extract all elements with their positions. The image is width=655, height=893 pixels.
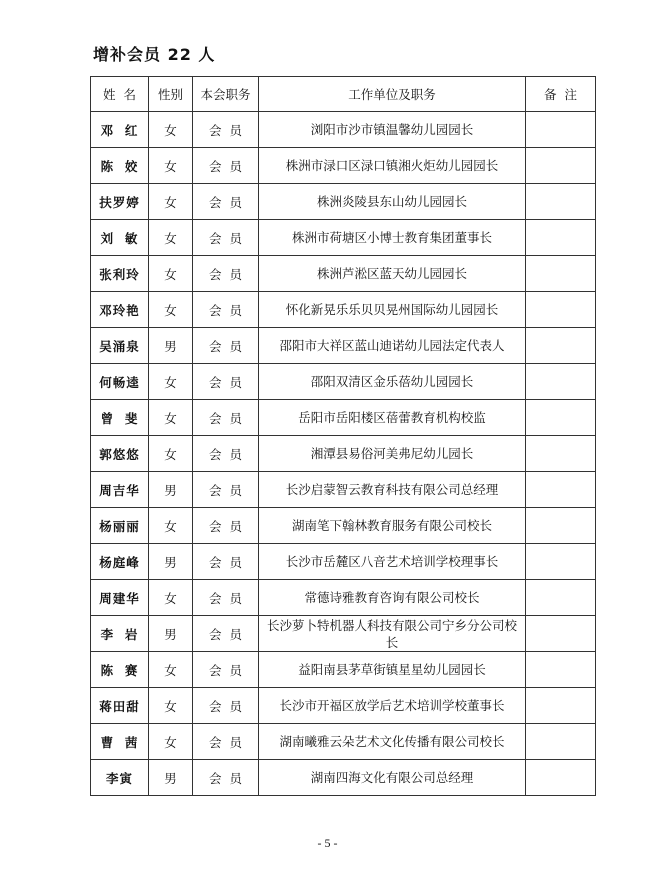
- member-name: 扶罗婷: [91, 184, 149, 220]
- member-gender: 女: [149, 220, 193, 256]
- member-gender: 女: [149, 688, 193, 724]
- table-row: [91, 400, 596, 436]
- member-unit: 长沙市开福区放学后艺术培训学校董事长: [259, 688, 526, 724]
- page-number: - 5 -: [317, 836, 338, 850]
- member-name: 曹 茜: [91, 724, 149, 760]
- member-unit: 长沙启蒙智云教育科技有限公司总经理: [259, 472, 526, 508]
- column-header-role: 本会职务: [193, 77, 259, 112]
- member-remark: [526, 760, 596, 796]
- member-unit: 株洲市渌口区渌口镇湘火炬幼儿园园长: [259, 148, 526, 184]
- member-gender: 男: [149, 472, 193, 508]
- table-row: [91, 148, 596, 184]
- member-gender: 女: [149, 652, 193, 688]
- member-name: 陈 姣: [91, 148, 149, 184]
- table-body: [91, 112, 596, 796]
- member-gender: 女: [149, 112, 193, 148]
- member-gender: 女: [149, 292, 193, 328]
- member-name: 陈 赛: [91, 652, 149, 688]
- table-row: [91, 580, 596, 616]
- member-role: 会 员: [193, 616, 259, 652]
- member-remark: [526, 328, 596, 364]
- member-remark: [526, 580, 596, 616]
- member-remark: [526, 112, 596, 148]
- table-row: [91, 436, 596, 472]
- member-remark: [526, 472, 596, 508]
- member-unit: 岳阳市岳阳楼区蓓蕾教育机构校监: [259, 400, 526, 436]
- member-name: 周建华: [91, 580, 149, 616]
- table-row: [91, 256, 596, 292]
- table-row: [91, 616, 596, 652]
- member-role: 会 员: [193, 112, 259, 148]
- table-row: [91, 184, 596, 220]
- section-heading: 增补会员 22 人: [93, 45, 216, 64]
- member-remark: [526, 364, 596, 400]
- table-row: [91, 544, 596, 580]
- member-gender: 女: [149, 436, 193, 472]
- table-row: [91, 112, 596, 148]
- member-remark: [526, 544, 596, 580]
- member-name: 蒋田甜: [91, 688, 149, 724]
- member-role: 会 员: [193, 688, 259, 724]
- member-gender: 男: [149, 544, 193, 580]
- table-row: [91, 364, 596, 400]
- member-unit: 长沙市岳麓区八音艺术培训学校理事长: [259, 544, 526, 580]
- member-role: 会 员: [193, 148, 259, 184]
- member-unit: 株洲市荷塘区小博士教育集团董事长: [259, 220, 526, 256]
- member-unit: 湖南曦雅云朵艺术文化传播有限公司校长: [259, 724, 526, 760]
- member-role: 会 员: [193, 184, 259, 220]
- table-row: [91, 292, 596, 328]
- member-role: 会 员: [193, 544, 259, 580]
- member-remark: [526, 436, 596, 472]
- member-gender: 女: [149, 724, 193, 760]
- member-role: 会 员: [193, 580, 259, 616]
- member-role: 会 员: [193, 328, 259, 364]
- member-name: 曾 斐: [91, 400, 149, 436]
- member-remark: [526, 256, 596, 292]
- member-unit: 株洲芦淞区蓝天幼儿园园长: [259, 256, 526, 292]
- member-name: 吴涌泉: [91, 328, 149, 364]
- member-name: 郭悠悠: [91, 436, 149, 472]
- member-gender: 女: [149, 364, 193, 400]
- member-table: [90, 76, 596, 796]
- member-role: 会 员: [193, 652, 259, 688]
- member-role: 会 员: [193, 508, 259, 544]
- member-remark: [526, 688, 596, 724]
- member-unit: 益阳南县茅草街镇星星幼儿园园长: [259, 652, 526, 688]
- column-header-unit: 工作单位及职务: [259, 77, 526, 112]
- table-header-row: [91, 77, 596, 112]
- column-header-gender: 性别: [149, 77, 193, 112]
- member-name: 杨庭峰: [91, 544, 149, 580]
- table-row: [91, 472, 596, 508]
- member-remark: [526, 220, 596, 256]
- table-row: [91, 652, 596, 688]
- member-unit: 湘潭县易俗河美弗尼幼儿园长: [259, 436, 526, 472]
- member-name: 何畅逵: [91, 364, 149, 400]
- member-role: 会 员: [193, 436, 259, 472]
- member-role: 会 员: [193, 400, 259, 436]
- member-unit: 湖南笔下翰林教育服务有限公司校长: [259, 508, 526, 544]
- table-row: [91, 508, 596, 544]
- table-row: [91, 220, 596, 256]
- member-name: 刘 敏: [91, 220, 149, 256]
- member-role: 会 员: [193, 364, 259, 400]
- member-unit: 株洲炎陵县东山幼儿园园长: [259, 184, 526, 220]
- member-remark: [526, 724, 596, 760]
- table-row: [91, 328, 596, 364]
- member-remark: [526, 292, 596, 328]
- member-remark: [526, 508, 596, 544]
- member-gender: 女: [149, 508, 193, 544]
- member-role: 会 员: [193, 256, 259, 292]
- member-role: 会 员: [193, 724, 259, 760]
- member-unit: 常德诗雅教育咨询有限公司校长: [259, 580, 526, 616]
- member-unit: 长沙萝卜特机器人科技有限公司宁乡分公司校长: [259, 616, 526, 652]
- member-gender: 男: [149, 616, 193, 652]
- member-gender: 女: [149, 184, 193, 220]
- member-gender: 女: [149, 580, 193, 616]
- table-row: [91, 760, 596, 796]
- member-unit: 怀化新晃乐乐贝贝晃州国际幼儿园园长: [259, 292, 526, 328]
- member-unit: 湖南四海文化有限公司总经理: [259, 760, 526, 796]
- member-remark: [526, 184, 596, 220]
- column-header-name: 姓 名: [91, 77, 149, 112]
- member-role: 会 员: [193, 760, 259, 796]
- member-role: 会 员: [193, 292, 259, 328]
- member-unit: 浏阳市沙市镇温馨幼儿园园长: [259, 112, 526, 148]
- member-unit: 邵阳市大祥区蓝山迪诺幼儿园法定代表人: [259, 328, 526, 364]
- member-role: 会 员: [193, 472, 259, 508]
- member-gender: 男: [149, 760, 193, 796]
- member-name: 李寅: [91, 760, 149, 796]
- member-remark: [526, 652, 596, 688]
- column-header-remark: 备 注: [526, 77, 596, 112]
- member-remark: [526, 148, 596, 184]
- member-name: 张利玲: [91, 256, 149, 292]
- member-gender: 女: [149, 256, 193, 292]
- member-name: 李 岩: [91, 616, 149, 652]
- member-role: 会 员: [193, 220, 259, 256]
- member-name: 杨丽丽: [91, 508, 149, 544]
- member-name: 邓玲艳: [91, 292, 149, 328]
- member-unit: 邵阳双清区金乐蓓幼儿园园长: [259, 364, 526, 400]
- member-name: 周吉华: [91, 472, 149, 508]
- member-gender: 男: [149, 328, 193, 364]
- member-remark: [526, 616, 596, 652]
- table-row: [91, 724, 596, 760]
- member-gender: 女: [149, 148, 193, 184]
- table-row: [91, 688, 596, 724]
- member-gender: 女: [149, 400, 193, 436]
- member-name: 邓 红: [91, 112, 149, 148]
- member-remark: [526, 400, 596, 436]
